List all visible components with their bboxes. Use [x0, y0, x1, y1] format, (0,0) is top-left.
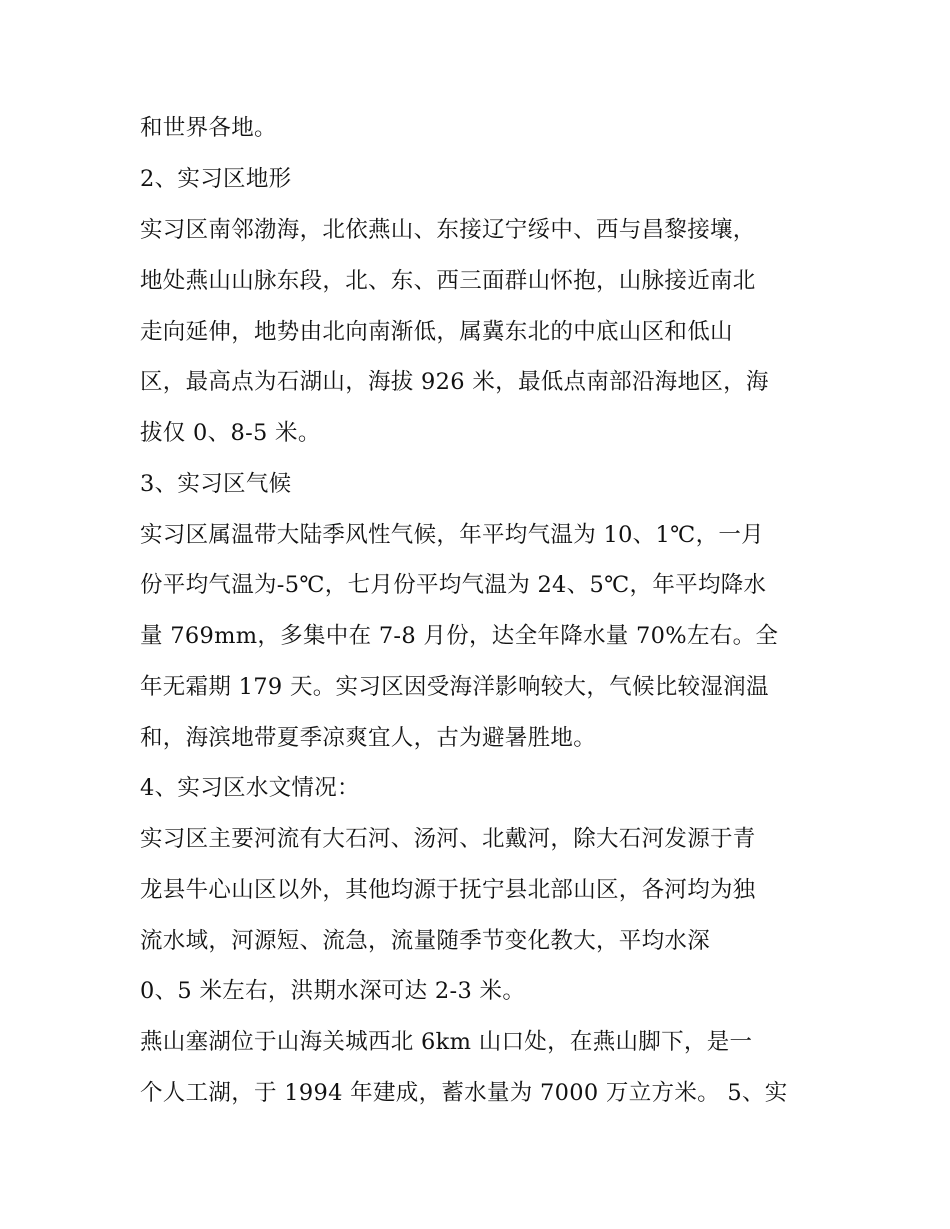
- text-line: 和，海滨地带夏季凉爽宜人，古为避暑胜地。: [140, 725, 597, 751]
- text-line: 地处燕山山脉东段，北、东、西三面群山怀抱，山脉接近南北: [140, 268, 756, 294]
- text-line: 流水域，河源短、流急，流量随季节变化教大，平均水深: [140, 928, 711, 954]
- text-line: 实习区南邻渤海，北依燕山、东接辽宁绥中、西与昌黎接壤，: [140, 217, 756, 243]
- text-line: 量 769mm，多集中在 7-8 月份，达全年降水量 70%左右。全: [140, 623, 779, 649]
- text-line: 年无霜期 179 天。实习区因受海洋影响较大，气候比较湿润温: [140, 674, 769, 700]
- text-line: 实习区属温带大陆季风性气候，年平均气温为 10、1℃，一月: [140, 522, 764, 548]
- text-line: 实习区主要河流有大石河、汤河、北戴河，除大石河发源于青: [140, 826, 756, 852]
- text-line: 拔仅 0、8-5 米。: [140, 420, 321, 446]
- text-line: 区，最高点为石湖山，海拔 926 米，最低点南部沿海地区，海: [140, 369, 769, 395]
- section-heading-hydrology: 4、实习区水文情况：: [140, 775, 360, 801]
- text-line: 燕山塞湖位于山海关城西北 6km 山口处，在燕山脚下，是一: [140, 1029, 753, 1055]
- text-line: 个人工湖，于 1994 年建成，蓄水量为 7000 万立方米。 5、实: [140, 1080, 788, 1106]
- section-heading-climate: 3、实习区气候: [140, 471, 292, 497]
- section-heading-terrain: 2、实习区地形: [140, 166, 292, 192]
- text-line: 份平均气温为-5℃，七月份平均气温为 24、5℃，年平均降水: [140, 572, 767, 598]
- text-line: 龙县牛心山区以外，其他均源于抚宁县北部山区，各河均为独: [140, 877, 756, 903]
- text-line: 和世界各地。: [140, 115, 277, 141]
- text-line: 0、5 米左右，洪期水深可达 2-3 米。: [140, 978, 526, 1004]
- text-line: 走向延伸，地势由北向南渐低，属冀东北的中底山区和低山: [140, 319, 733, 345]
